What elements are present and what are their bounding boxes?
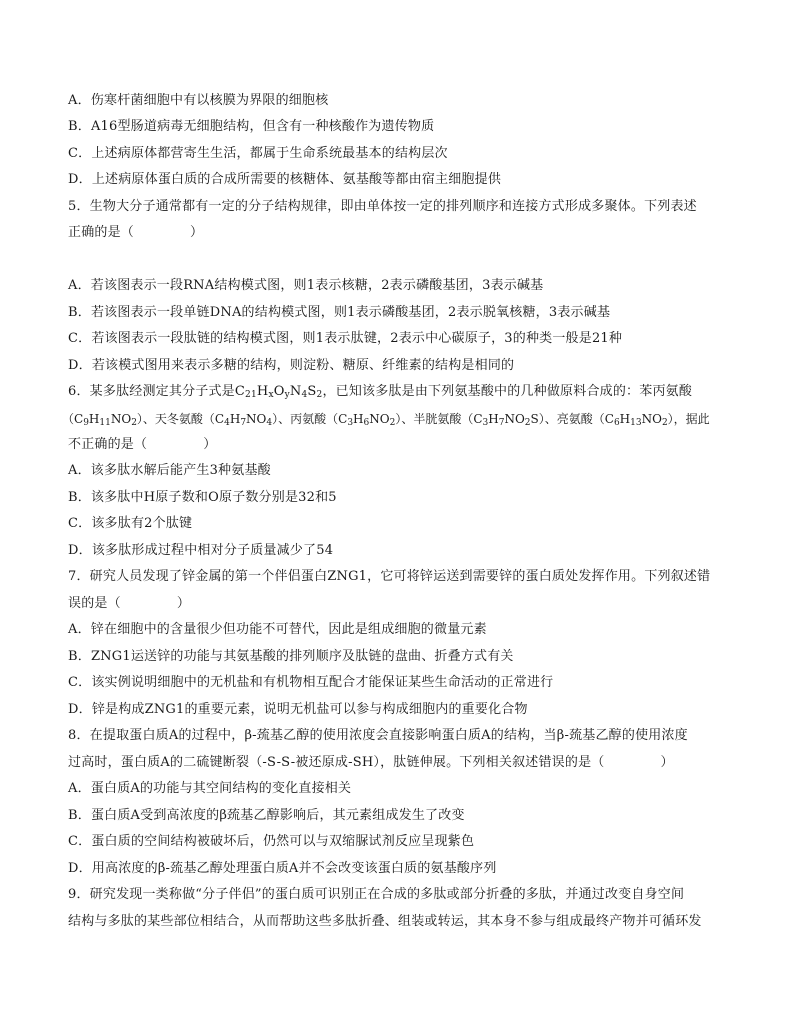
q8-option-d: D．用高浓度的β-巯基乙醇处理蛋白质A并不会改变该蛋白质的氨基酸序列 — [68, 861, 497, 876]
q7-option-c: C．该实例说明细胞中的无机盐和有机物相互配合才能保证某些生命活动的正常进行 — [68, 675, 554, 690]
q7-stem-line1: 7．研究人员发现了锌金属的第一个伴侣蛋白ZNG1，它可将锌运送到需要锌的蛋白质处发挥作用。下列叙述错 — [68, 569, 711, 584]
q5-stem-line2: 正确的是（ ） — [68, 225, 204, 240]
q7-stem-line2: 误的是（ ） — [68, 596, 191, 611]
q5-option-a: A．若该图表示一段RNA结构模式图，则1表示核糖，2表示磷酸基团，3表示碱基 — [68, 278, 544, 293]
q7-option-d: D．锌是构成ZNG1的重要元素，说明无机盐可以参与构成细胞内的重要化合物 — [68, 702, 528, 717]
q9-stem-line1: 9．研究发现一类称做“分子伴侣”的蛋白质可识别正在合成的多肽或部分折叠的多肽，并通过改变自身空间 — [68, 887, 685, 902]
q8-option-a: A．蛋白质A的功能与其空间结构的变化直接相关 — [68, 781, 352, 796]
q8-option-c: C．蛋白质的空间结构被破坏后，仍然可以与双缩脲试剂反应呈现紫色 — [68, 834, 475, 849]
q6-stem-line2: $(C_9H_{11}NO_2)$、天冬氨酸$(C_4H_7NO_4)$、丙氨酸$(C_3H_6NO_2)$、半胱氨酸$(C_3H_7NO_2S)$、亮氨酸$(C_6H_{13}NO_2)$，据此 — [62, 412, 710, 428]
q8-stem-line2: 过高时，蛋白质A的二硫键断裂（-S-S-被还原成-SH），肽链伸展。下列相关叙述错误的是（ ） — [68, 755, 674, 770]
q6-option-d: D．该多肽形成过程中相对分子质量减少了54 — [68, 543, 334, 558]
q6-option-b: B．该多肽中H原子数和O原子数分别是32和5 — [68, 490, 337, 505]
q5-stem-line1: 5．生物大分子通常都有一定的分子结构规律，即由单体按一定的排列顺序和连接方式形成多聚体。下列表述 — [68, 199, 697, 214]
q7-option-b: B．ZNG1运送锌的功能与其氨基酸的排列顺序及肽链的盘曲、折叠方式有关 — [68, 649, 514, 664]
q4-option-d: D．上述病原体蛋白质的合成所需要的核糖体、氨基酸等都由宿主细胞提供 — [68, 172, 502, 187]
q4-option-a: A．伤寒杆菌细胞中有以核膜为界限的细胞核 — [68, 93, 329, 108]
q5-option-c: C．若该图表示一段肽链的结构模式图，则1表示肽键，2表示中心碳原子，3的种类一般是21种 — [68, 331, 623, 346]
q4-option-c: C．上述病原体都营寄生生活，都属于生命系统最基本的结构层次 — [68, 146, 448, 161]
q6-stem-line3: 不正确的是（ ） — [68, 437, 217, 452]
q8-option-b: B．蛋白质A受到高浓度的β巯基乙醇影响后，其元素组成发生了改变 — [68, 808, 465, 823]
q6-option-c: C．该多肽有2个肽键 — [68, 516, 193, 531]
q6-stem-line1: 6．某多肽经测定其分子式是$C_{21}H_xO_yN_4S_2$，已知该多肽是由下列氨基酸中的几种做原料合成的：苯丙氨酸 — [68, 384, 693, 400]
q5-option-b: B．若该图表示一段单链DNA的结构模式图，则1表示磷酸基团，2表示脱氧核糖，3表示碱基 — [68, 305, 611, 320]
q5-option-d: D．若该模式图用来表示多糖的结构，则淀粉、糖原、纤维素的结构是相同的 — [68, 358, 515, 373]
q8-stem-line1: 8．在提取蛋白质A的过程中，β-巯基乙醇的使用浓度会直接影响蛋白质A的结构，当β-巯基乙醇的使用浓度 — [68, 728, 688, 743]
q7-option-a: A．锌在细胞中的含量很少但功能不可替代，因此是组成细胞的微量元素 — [68, 622, 487, 637]
q4-option-b: B．A16型肠道病毒无细胞结构，但含有一种核酸作为遗传物质 — [68, 119, 435, 134]
q6-option-a: A．该多肽水解后能产生3种氨基酸 — [68, 463, 271, 478]
q9-stem-line2: 结构与多肽的某些部位相结合，从而帮助这些多肽折叠、组装或转运，其本身不参与组成最终产物并可循环发 — [68, 914, 702, 929]
